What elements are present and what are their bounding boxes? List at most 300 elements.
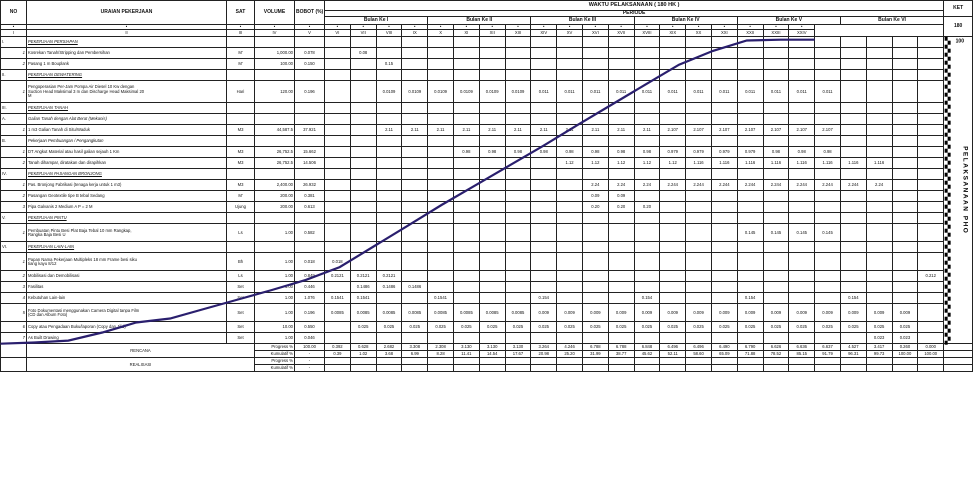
week-cell (350, 37, 376, 48)
week-cell (763, 70, 789, 81)
empty-cell (255, 114, 295, 125)
week-cell (866, 70, 892, 81)
week-value-13: 0.011 (634, 81, 660, 103)
week-value-10 (557, 59, 583, 70)
week-value-16: 0.009 (711, 304, 737, 322)
week-value-6 (453, 59, 479, 70)
week-cell (815, 213, 841, 224)
week-value-22: 0.025 (866, 322, 892, 333)
week-value-3 (376, 48, 402, 59)
week-value-1 (325, 191, 351, 202)
week-value-3: 0.025 (376, 322, 402, 333)
week-value-7 (479, 48, 505, 59)
table-row (1, 147, 973, 158)
week-value-6: 0.98 (453, 147, 479, 158)
week-value-24 (918, 293, 944, 304)
week-value-16: 2.244 (711, 180, 737, 191)
empty-cell (255, 103, 295, 114)
week-value-6 (453, 202, 479, 213)
week-cell (815, 70, 841, 81)
week-cell (376, 70, 402, 81)
week-cell (634, 242, 660, 253)
week-cell (557, 114, 583, 125)
week-cell (660, 136, 686, 147)
week-value-14: 2.107 (660, 125, 686, 136)
summary-value-5 (428, 358, 454, 365)
week-value-15 (686, 333, 712, 344)
weight: 15.662 (295, 147, 325, 158)
week-value-11: 0.009 (582, 304, 608, 322)
summary-value-6 (453, 358, 479, 365)
work-item-desc: Tanah dihampar, diratakan dan dirapihkan (27, 158, 227, 169)
section-title: PEKERJAAN PINTU (27, 213, 227, 224)
week-cell (660, 103, 686, 114)
header-bobot: BOBOT (%) (295, 1, 325, 25)
week-value-14: 1.12 (660, 158, 686, 169)
week-cell (453, 213, 479, 224)
empty-cell (255, 37, 295, 48)
header-ket: KET (944, 1, 973, 17)
week-cell (737, 103, 763, 114)
week-value-17: 0.154 (737, 293, 763, 304)
week-value-23: 0.009 (892, 304, 918, 322)
summary-value-18 (763, 358, 789, 365)
week-cell (815, 114, 841, 125)
week-value-20 (815, 333, 841, 344)
week-value-21 (840, 202, 866, 213)
week-value-15: 0.011 (686, 81, 712, 103)
week-value-24 (918, 304, 944, 322)
week-cell (892, 242, 918, 253)
week-value-9: 0.011 (531, 81, 557, 103)
work-item-desc: As Built Drawing (27, 333, 227, 344)
week-cell (840, 136, 866, 147)
week-cell (531, 114, 557, 125)
week-header-20: XX (686, 30, 712, 37)
week-value-2 (350, 59, 376, 70)
week-value-20: 0.011 (815, 81, 841, 103)
week-value-10: 0.025 (557, 322, 583, 333)
week-cell (582, 136, 608, 147)
week-value-9: 0.025 (531, 322, 557, 333)
week-value-18: 0.011 (763, 81, 789, 103)
summary-value-12 (608, 358, 634, 365)
weight: 0.446 (295, 282, 325, 293)
week-value-11: 2.24 (582, 180, 608, 191)
month-header-4: Bulan Ke IV (634, 17, 737, 25)
volume: 1.00 (255, 304, 295, 322)
week-value-10 (557, 253, 583, 271)
week-value-24 (918, 224, 944, 242)
week-cell (634, 70, 660, 81)
week-cell (840, 103, 866, 114)
week-dot-18: • (634, 25, 660, 30)
week-value-22 (866, 224, 892, 242)
week-cell (505, 136, 531, 147)
week-value-13 (634, 271, 660, 282)
table-row (1, 242, 973, 253)
week-value-8 (505, 224, 531, 242)
week-value-14 (660, 59, 686, 70)
week-value-2 (350, 180, 376, 191)
unit: Set (227, 322, 255, 333)
week-value-12: 0.025 (608, 322, 634, 333)
week-dot-16: • (582, 25, 608, 30)
empty-cell (295, 213, 325, 224)
week-value-1 (325, 125, 351, 136)
week-value-20 (815, 271, 841, 282)
week-value-22 (866, 282, 892, 293)
week-value-18: 0.145 (763, 224, 789, 242)
week-value-1: 0.2121 (325, 271, 351, 282)
week-value-3: 0.15 (376, 59, 402, 70)
week-value-13: 2.24 (634, 180, 660, 191)
week-value-10 (557, 202, 583, 213)
week-cell (428, 70, 454, 81)
week-value-8 (505, 271, 531, 282)
week-cell (892, 169, 918, 180)
week-header-14: XIV (531, 30, 557, 37)
summary-value-8 (505, 365, 531, 372)
week-value-1 (325, 224, 351, 242)
summary-value-11 (582, 358, 608, 365)
week-value-9 (531, 191, 557, 202)
week-cell (711, 70, 737, 81)
table-row (1, 322, 973, 333)
week-cell (892, 37, 918, 48)
volume: 2,400.00 (255, 180, 295, 191)
week-value-8 (505, 282, 531, 293)
week-cell (376, 37, 402, 48)
week-cell (918, 103, 944, 114)
unit: M' (227, 191, 255, 202)
week-cell (737, 70, 763, 81)
week-value-19 (789, 282, 815, 293)
week-value-20 (815, 202, 841, 213)
week-value-23 (892, 48, 918, 59)
week-value-13 (634, 333, 660, 344)
week-cell (376, 114, 402, 125)
week-value-1: 0.0085 (325, 304, 351, 322)
week-cell (711, 103, 737, 114)
week-value-17: 1.116 (737, 158, 763, 169)
week-value-12: 2.24 (608, 180, 634, 191)
week-cell (350, 70, 376, 81)
table-row (1, 136, 973, 147)
week-value-20 (815, 282, 841, 293)
work-item-desc: Pipa Galvanis 2 Medium A P = 2 M (27, 202, 227, 213)
week-value-1: 0.1541 (325, 293, 351, 304)
week-value-17 (737, 271, 763, 282)
summary-value-12: 38.77 (608, 351, 634, 358)
week-dot-23: • (763, 25, 789, 30)
week-value-17 (737, 48, 763, 59)
week-header-23: XXIII (763, 30, 789, 37)
week-value-24 (918, 158, 944, 169)
week-value-19: 2.244 (789, 180, 815, 191)
week-value-7 (479, 253, 505, 271)
summary-value-16: 6.490 (711, 344, 737, 351)
week-value-13: 0.98 (634, 147, 660, 158)
summary-value-17: 71.88 (737, 351, 763, 358)
week-cell (428, 37, 454, 48)
summary-value-24 (918, 365, 944, 372)
table-row (1, 271, 973, 282)
week-header-1: I (1, 30, 27, 37)
week-cell (428, 242, 454, 253)
week-value-22 (866, 202, 892, 213)
week-value-24 (918, 48, 944, 59)
week-cell (634, 213, 660, 224)
summary-value-23 (892, 358, 918, 365)
row-no: 1 (1, 224, 27, 242)
week-value-23 (892, 202, 918, 213)
section-title: PEKERJAAN DEWATERING (27, 70, 227, 81)
summary-value-15: 58.60 (686, 351, 712, 358)
summary-value-22 (866, 365, 892, 372)
week-value-18 (763, 48, 789, 59)
week-value-17: 0.979 (737, 147, 763, 158)
week-value-24 (918, 125, 944, 136)
week-value-14: 0.011 (660, 81, 686, 103)
week-value-21 (840, 48, 866, 59)
week-value-15 (686, 202, 712, 213)
table-row (1, 59, 973, 70)
summary-value-10: 4.246 (557, 344, 583, 351)
row-no: 5 (1, 304, 27, 322)
week-cell (325, 169, 351, 180)
week-cell (660, 213, 686, 224)
week-cell (737, 136, 763, 147)
week-value-22 (866, 191, 892, 202)
week-value-5: 0.025 (428, 322, 454, 333)
week-value-18 (763, 202, 789, 213)
work-item-desc: Pasang 1 m Bouplank (27, 59, 227, 70)
empty-cell (295, 169, 325, 180)
week-value-17: 0.025 (737, 322, 763, 333)
week-cell (892, 136, 918, 147)
week-value-21: 1.116 (840, 158, 866, 169)
week-value-4: 2.11 (402, 125, 428, 136)
week-cell (582, 242, 608, 253)
week-cell (866, 103, 892, 114)
week-value-1 (325, 202, 351, 213)
week-cell (531, 242, 557, 253)
week-value-6 (453, 333, 479, 344)
summary-value-18: 6.626 (763, 344, 789, 351)
week-value-16 (711, 59, 737, 70)
week-cell (660, 169, 686, 180)
week-value-12 (608, 48, 634, 59)
week-header-21: XXI (711, 30, 737, 37)
summary-value-21 (840, 365, 866, 372)
summary-value-4 (402, 365, 428, 372)
week-cell (686, 169, 712, 180)
table-row (1, 304, 973, 322)
week-value-5 (428, 282, 454, 293)
week-value-12: 0.98 (608, 147, 634, 158)
week-value-1 (325, 322, 351, 333)
week-cell (531, 37, 557, 48)
week-value-13: 0.20 (634, 202, 660, 213)
summary-value-23: 100.00 (892, 351, 918, 358)
week-dot-21: • (711, 25, 737, 30)
week-cell (505, 242, 531, 253)
week-cell (737, 242, 763, 253)
week-cell (840, 114, 866, 125)
week-dot-19: • (660, 25, 686, 30)
week-cell (376, 136, 402, 147)
week-value-23 (892, 271, 918, 282)
week-value-7: 0.0109 (479, 81, 505, 103)
week-cell (453, 136, 479, 147)
week-value-14 (660, 224, 686, 242)
week-cell (402, 37, 428, 48)
week-value-16 (711, 271, 737, 282)
week-value-23 (892, 147, 918, 158)
empty-cell (255, 213, 295, 224)
weight: 0.196 (295, 304, 325, 322)
week-cell (763, 103, 789, 114)
week-value-1 (325, 81, 351, 103)
week-header-15: XV (557, 30, 583, 37)
unit: M' (227, 59, 255, 70)
week-value-9 (531, 253, 557, 271)
week-cell (505, 114, 531, 125)
week-value-3 (376, 333, 402, 344)
week-cell (763, 114, 789, 125)
table-row (1, 224, 973, 242)
weight: 26.932 (295, 180, 325, 191)
unit: Set (227, 293, 255, 304)
week-value-1 (325, 59, 351, 70)
week-value-8 (505, 180, 531, 191)
summary-value-19: 85.15 (789, 351, 815, 358)
table-row (1, 191, 973, 202)
week-value-7: 2.11 (479, 125, 505, 136)
week-cell (453, 37, 479, 48)
week-cell (789, 169, 815, 180)
week-value-19: 1.116 (789, 158, 815, 169)
week-value-5 (428, 48, 454, 59)
week-cell (866, 136, 892, 147)
week-value-22 (866, 271, 892, 282)
week-value-11: 0.09 (582, 191, 608, 202)
summary-value-4 (402, 358, 428, 365)
summary-value-22 (866, 358, 892, 365)
week-cell (711, 213, 737, 224)
row-no: 1 (1, 48, 27, 59)
week-value-22 (866, 125, 892, 136)
unit: M3 (227, 158, 255, 169)
week-cell (531, 136, 557, 147)
summary-value-20: 6.637 (815, 344, 841, 351)
summary-value-16: 65.09 (711, 351, 737, 358)
week-value-21: 0.154 (840, 293, 866, 304)
week-value-15 (686, 253, 712, 271)
row-no: 1 (1, 81, 27, 103)
row-no: 2 (1, 59, 27, 70)
week-value-7: 0.025 (479, 322, 505, 333)
week-value-17: 0.145 (737, 224, 763, 242)
week-dot-20: • (686, 25, 712, 30)
week-cell (350, 114, 376, 125)
week-header-16: XVI (582, 30, 608, 37)
summary-value-9 (531, 358, 557, 365)
work-item-desc: Pasangan Geotextile tipe B tebal Sedang (27, 191, 227, 202)
unit: Hari (227, 81, 255, 103)
week-value-10 (557, 48, 583, 59)
summary-empty (1, 344, 27, 358)
week-value-14 (660, 48, 686, 59)
week-value-12: 2.11 (608, 125, 634, 136)
header-volume: VOLUME (255, 1, 295, 25)
week-value-3 (376, 147, 402, 158)
week-cell (428, 103, 454, 114)
table-row (1, 333, 973, 344)
week-value-10 (557, 333, 583, 344)
week-value-17 (737, 253, 763, 271)
week-value-19 (789, 59, 815, 70)
week-value-10 (557, 282, 583, 293)
week-cell (376, 103, 402, 114)
week-header-8: VIII (376, 30, 402, 37)
week-value-9 (531, 271, 557, 282)
week-value-1 (325, 180, 351, 191)
week-cell (634, 103, 660, 114)
week-value-7 (479, 293, 505, 304)
week-value-3: 2.11 (376, 125, 402, 136)
week-value-19 (789, 202, 815, 213)
summary-value-4: 6.99 (402, 351, 428, 358)
week-value-5 (428, 253, 454, 271)
week-cell (325, 242, 351, 253)
row-no: B. (1, 136, 27, 147)
week-value-4 (402, 271, 428, 282)
week-cell (531, 213, 557, 224)
week-cell (711, 136, 737, 147)
week-value-12 (608, 224, 634, 242)
week-cell (918, 242, 944, 253)
week-value-16 (711, 224, 737, 242)
week-value-7 (479, 282, 505, 293)
week-value-3 (376, 180, 402, 191)
week-cell (608, 213, 634, 224)
weight: 0.078 (295, 48, 325, 59)
week-cell (686, 37, 712, 48)
summary-value-18 (763, 365, 789, 372)
empty-cell (227, 169, 255, 180)
summary-value-7 (479, 365, 505, 372)
week-value-4: 0.1486 (402, 282, 428, 293)
week-value-23 (892, 158, 918, 169)
week-cell (737, 37, 763, 48)
week-cell (866, 169, 892, 180)
week-value-22: 0.009 (866, 304, 892, 322)
summary-label: Progress % (255, 358, 295, 365)
week-value-5 (428, 59, 454, 70)
week-cell (686, 114, 712, 125)
week-cell (815, 37, 841, 48)
week-cell (479, 103, 505, 114)
summary-value-24: 0.000 (918, 344, 944, 351)
week-value-9 (531, 48, 557, 59)
week-value-7: 0.98 (479, 147, 505, 158)
week-value-2: 0.2121 (350, 271, 376, 282)
week-value-13: 2.11 (634, 125, 660, 136)
week-value-6 (453, 253, 479, 271)
week-cell (634, 114, 660, 125)
